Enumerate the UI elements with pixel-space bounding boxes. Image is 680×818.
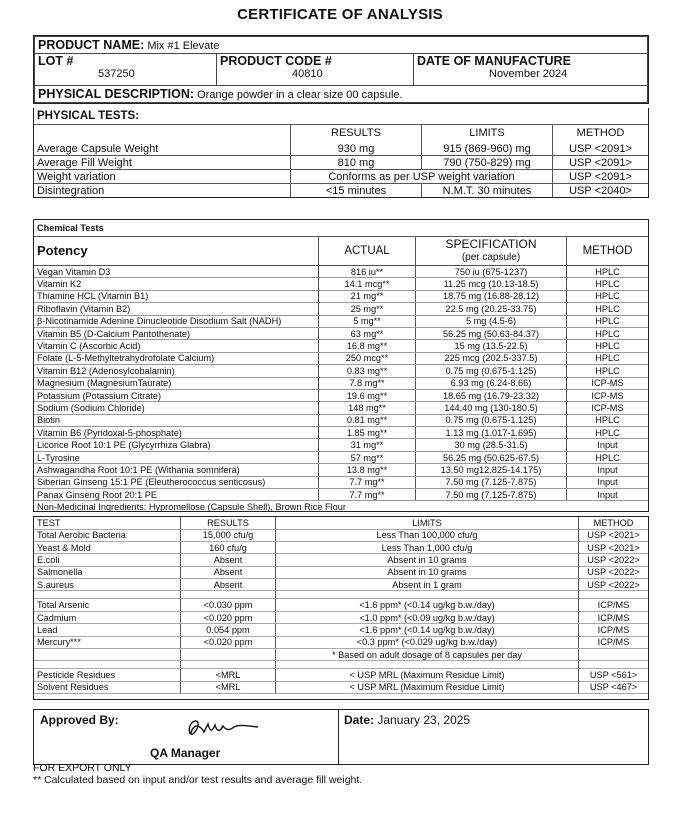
heavy-metal-row bbox=[34, 624, 648, 636]
physical-col-blank bbox=[34, 124, 291, 142]
test-limit: <1.0 ppm* (<0.09 ug/kg b.w./day) bbox=[276, 611, 579, 623]
test-method: USP <2021> bbox=[579, 541, 649, 553]
test-method: USP <467> bbox=[579, 681, 649, 693]
chemical-tests-header: Chemical Tests bbox=[34, 220, 648, 237]
test-limit: Less Than 1,000 cfu/g bbox=[276, 541, 579, 553]
physical-test: Disintegration bbox=[37, 184, 105, 197]
ingredient-name: Vitamin K2 bbox=[34, 278, 319, 290]
test-method: HPLC bbox=[567, 365, 649, 377]
test-name: Cadmium bbox=[34, 611, 181, 623]
actual-value: 250 mcg** bbox=[319, 352, 416, 364]
test-name: Mercury*** bbox=[34, 636, 181, 648]
potency-row bbox=[34, 489, 648, 501]
test-result: 15,000 cfu/g bbox=[181, 529, 276, 541]
physical-col-results: RESULTS bbox=[291, 124, 422, 142]
physical-tests-box bbox=[33, 108, 649, 198]
lot-label: LOT # bbox=[38, 54, 74, 68]
test-name: Solvent Residues bbox=[34, 681, 181, 693]
test-method: Input bbox=[567, 489, 649, 501]
manufacture-date-label: DATE OF MANUFACTURE bbox=[417, 54, 571, 68]
product-info-box bbox=[33, 35, 649, 104]
test-name: S.aureus bbox=[34, 579, 181, 591]
potency-row bbox=[34, 315, 648, 327]
col-spec-sub: (per capsule) bbox=[461, 252, 521, 263]
test-limit: Absent in 10 grams bbox=[276, 566, 579, 578]
physical-test: Weight variation bbox=[34, 170, 291, 184]
test-limit: < USP MRL (Maximum Residue Limit) bbox=[276, 681, 579, 693]
heavy-metal-row bbox=[34, 636, 648, 648]
test-result: Absent bbox=[181, 579, 276, 591]
ingredient-name: Vitamin C (Ascorbic Acid) bbox=[34, 340, 319, 352]
test-result: Absent bbox=[181, 554, 276, 566]
document-title: CERTIFICATE OF ANALYSIS bbox=[237, 6, 443, 23]
specification-value: 0.75 mg (0.675-1.125) bbox=[416, 414, 567, 426]
ingredient-name: Ashwagandha Root 10:1 PE (Withania somnifera) bbox=[34, 464, 319, 476]
physical-col-method: METHOD bbox=[553, 124, 649, 142]
specification-value: 0.75 mg (0.675-1.125) bbox=[416, 365, 567, 377]
test-result: <MRL bbox=[181, 681, 276, 693]
physical-description-row bbox=[35, 86, 648, 103]
potency-rows bbox=[34, 266, 648, 501]
ingredient-name: Biotin bbox=[34, 414, 319, 426]
test-name: Salmonella bbox=[34, 566, 181, 578]
test-method: Input bbox=[567, 439, 649, 451]
signature-image bbox=[182, 712, 264, 742]
test-limit: Less Than 100,000 cfu/g bbox=[276, 529, 579, 541]
test-method: HPLC bbox=[567, 303, 649, 315]
specification-value: 13.50 mg12.825-14.175) bbox=[416, 464, 567, 476]
test-name: E.coli bbox=[34, 554, 181, 566]
specification-value: 15 mg (13.5-22.5) bbox=[416, 340, 567, 352]
physical-limit: 915 (869-960) mg bbox=[422, 142, 553, 156]
col-spec-label: SPECIFICATION bbox=[445, 237, 537, 251]
test-result: <0.020 ppm bbox=[181, 611, 276, 623]
ingredient-name: Folate (L-5-Methyltetrahydrofolate Calcium) bbox=[34, 352, 319, 364]
potency-row bbox=[34, 476, 648, 488]
approver-role: QA Manager bbox=[150, 746, 221, 760]
potency-row bbox=[34, 290, 648, 302]
product-name-row bbox=[35, 37, 648, 54]
export-notice: FOR EXPORT ONLY bbox=[33, 762, 132, 774]
micro-col-results: RESULTS bbox=[181, 517, 276, 529]
test-name: Pesticide Residues bbox=[34, 669, 181, 681]
micro-col-limits: LIMITS bbox=[276, 517, 579, 529]
test-result: 160 cfu/g bbox=[181, 541, 276, 553]
physical-tests-header: PHYSICAL TESTS: bbox=[34, 108, 648, 124]
test-limit: <1.6 ppm* (<0.14 ug/kg b.w./day) bbox=[276, 624, 579, 636]
potency-row bbox=[34, 427, 648, 439]
ingredient-name: Sodium (Sodium Chloride) bbox=[34, 402, 319, 414]
col-method: METHOD bbox=[567, 237, 649, 266]
ingredient-name: L-Tyrosine bbox=[34, 451, 319, 463]
approval-box bbox=[33, 709, 649, 765]
microbial-test-row bbox=[34, 579, 648, 591]
potency-row bbox=[34, 464, 648, 476]
test-method: USP <2022> bbox=[579, 579, 649, 591]
product-code-cell bbox=[217, 54, 414, 86]
actual-value: 0.81 mg** bbox=[319, 414, 416, 426]
potency-row bbox=[34, 402, 648, 414]
test-method: HPLC bbox=[567, 315, 649, 327]
potency-header: Potency bbox=[34, 237, 319, 266]
test-method: ICP/MS bbox=[579, 624, 649, 636]
potency-row bbox=[34, 414, 648, 426]
potency-row bbox=[34, 266, 648, 278]
chemical-tests-box bbox=[33, 219, 649, 512]
potency-row bbox=[34, 439, 648, 451]
physical-col-limits: LIMITS bbox=[422, 124, 553, 142]
test-method: USP <2021> bbox=[579, 529, 649, 541]
ingredient-name: Potassium (Potassium Citrate) bbox=[34, 389, 319, 401]
physical-result: Conforms as per USP weight variation bbox=[291, 170, 553, 184]
specification-value: 1.13 mg (1.017-1.695) bbox=[416, 427, 567, 439]
approval-date: January 23, 2025 bbox=[377, 713, 471, 727]
heavy-metal-row bbox=[34, 599, 648, 611]
test-method: ICP-MS bbox=[567, 402, 649, 414]
test-method: USP <561> bbox=[579, 669, 649, 681]
potency-row bbox=[34, 278, 648, 290]
test-name: Total Arsenic bbox=[34, 599, 181, 611]
lot-number: 537250 bbox=[98, 68, 135, 80]
test-result: <MRL bbox=[181, 669, 276, 681]
ingredient-name: Vitamin B5 (D-Calcium Pantothenate) bbox=[34, 327, 319, 339]
actual-value: 1.85 mg** bbox=[319, 427, 416, 439]
actual-value: 7.7 mg** bbox=[319, 476, 416, 488]
test-limit: <1.6 ppm* (<0.14 ug/kg b.w./day) bbox=[276, 599, 579, 611]
ingredient-name: Panax Ginseng Root 20:1 PE bbox=[34, 489, 319, 501]
physical-method: USP <2091> bbox=[553, 142, 649, 156]
physical-test: Average Capsule Weight bbox=[34, 142, 291, 156]
product-name-label: PRODUCT NAME: bbox=[38, 38, 145, 52]
test-method: HPLC bbox=[567, 352, 649, 364]
physical-result: 930 mg bbox=[291, 142, 422, 156]
specification-value: 18.65 mg (16.79-23.32) bbox=[416, 389, 567, 401]
specification-value: 7.50 mg (7.125-7.875) bbox=[416, 476, 567, 488]
approval-date-label: Date: bbox=[344, 713, 375, 727]
ingredient-name: Siberian Ginseng 15:1 PE (Eleutherococcus senticosus) bbox=[34, 476, 319, 488]
specification-value: 5 mg (4.5-6) bbox=[416, 315, 567, 327]
actual-value: 0.83 mg** bbox=[319, 365, 416, 377]
test-method: HPLC bbox=[567, 451, 649, 463]
actual-value: 148 mg** bbox=[319, 402, 416, 414]
ingredient-name: Vitamin B12 (Adenosylcobalamin) bbox=[34, 365, 319, 377]
test-method: Input bbox=[567, 464, 649, 476]
non-medicinal-ingredients: Non-Medicinal Ingredients: Hypromellose (Capsule Shell), Brown Rice Flour bbox=[37, 502, 346, 513]
microbial-test-row bbox=[34, 541, 648, 553]
actual-value: 14.1 mcg** bbox=[319, 278, 416, 290]
microbial-test-row bbox=[34, 566, 648, 578]
heavy-metal-rows bbox=[34, 599, 648, 649]
ingredient-name: Vegan Vitamin D3 bbox=[34, 266, 319, 278]
actual-value: 7.8 mg** bbox=[319, 377, 416, 389]
micro-col-method: METHOD bbox=[579, 517, 649, 529]
actual-value: 25 mg** bbox=[319, 303, 416, 315]
specification-value: 56.25 mg (50.625-67.5) bbox=[416, 451, 567, 463]
test-name: Total Aerobic Bacteria bbox=[34, 529, 181, 541]
potency-row bbox=[34, 377, 648, 389]
potency-row bbox=[34, 389, 648, 401]
potency-row bbox=[34, 352, 648, 364]
physical-result: 810 mg bbox=[291, 156, 422, 170]
spacer-row bbox=[34, 661, 648, 669]
dosage-note: * Based on adult dosage of 8 capsules per day bbox=[276, 649, 579, 661]
actual-value: 31 mg** bbox=[319, 439, 416, 451]
specification-value: 225 mcg (202.5-337.5) bbox=[416, 352, 567, 364]
test-method: ICP-MS bbox=[567, 389, 649, 401]
specification-value: 30 mg (28.5-31.5) bbox=[416, 439, 567, 451]
lot-cell bbox=[35, 54, 217, 86]
test-method: HPLC bbox=[567, 266, 649, 278]
test-limit: <0.3 ppm* (<0.029 ug/kg b.w./day) bbox=[276, 636, 579, 648]
approved-by-label: Approved By: bbox=[40, 713, 119, 727]
test-result: Absent bbox=[181, 566, 276, 578]
ingredient-name: Licorice Root 10:1 PE (Glycyrrhiza Glabra) bbox=[34, 439, 319, 451]
potency-row bbox=[34, 340, 648, 352]
micro-col-test: TEST bbox=[34, 517, 181, 529]
physical-test: Average Fill Weight bbox=[34, 156, 291, 170]
physical-row bbox=[34, 170, 648, 184]
col-specification bbox=[416, 237, 567, 266]
heavy-metal-row bbox=[34, 611, 648, 623]
ingredient-name: β-Nicotinamide Adenine Dinucleotide Disodium Salt (NADH) bbox=[34, 315, 319, 327]
physical-row bbox=[34, 142, 648, 156]
physical-method: USP <2091> bbox=[553, 170, 649, 184]
potency-row bbox=[34, 303, 648, 315]
test-method: ICP/MS bbox=[579, 636, 649, 648]
test-name: Yeast & Mold bbox=[34, 541, 181, 553]
physical-description-label: PHYSICAL DESCRIPTION: bbox=[38, 87, 195, 101]
manufacture-date: November 2024 bbox=[489, 68, 568, 80]
col-actual: ACTUAL bbox=[319, 237, 416, 266]
test-name: Lead bbox=[34, 624, 181, 636]
physical-limit: N.M.T. 30 minutes bbox=[422, 184, 553, 198]
test-result: <0.020 ppm bbox=[181, 636, 276, 648]
actual-value: 13.8 mg** bbox=[319, 464, 416, 476]
physical-method: USP <2091> bbox=[553, 156, 649, 170]
specification-value: 22.5 mg (20.25-33.75) bbox=[416, 303, 567, 315]
test-method: HPLC bbox=[567, 278, 649, 290]
spacer-row bbox=[34, 591, 648, 599]
microbial-test-row bbox=[34, 554, 648, 566]
physical-row bbox=[34, 156, 648, 170]
approval-date-row bbox=[344, 713, 470, 727]
actual-value: 63 mg** bbox=[319, 327, 416, 339]
actual-value: 7.7 mg** bbox=[319, 489, 416, 501]
ingredient-name: Magnesium (MagnesiumTaurate) bbox=[34, 377, 319, 389]
test-method: HPLC bbox=[567, 340, 649, 352]
potency-row bbox=[34, 451, 648, 463]
manufacture-date-cell bbox=[414, 54, 648, 86]
test-limit: Absent in 10 grams bbox=[276, 554, 579, 566]
specification-value: 18.75 mg (16.88-28.12) bbox=[416, 290, 567, 302]
test-limit: Absent in 1 gram bbox=[276, 579, 579, 591]
test-method: Input bbox=[567, 476, 649, 488]
test-result: <0.030 ppm bbox=[181, 599, 276, 611]
specification-value: 750 iu (675-1237) bbox=[416, 266, 567, 278]
approval-divider bbox=[338, 710, 339, 764]
test-method: HPLC bbox=[567, 327, 649, 339]
test-limit: < USP MRL (Maximum Residue Limit) bbox=[276, 669, 579, 681]
product-name: Mix #1 Elevate bbox=[147, 40, 220, 52]
residue-rows bbox=[34, 669, 648, 694]
actual-value: 5 mg** bbox=[319, 315, 416, 327]
residue-row bbox=[34, 669, 648, 681]
actual-value: 57 mg** bbox=[319, 451, 416, 463]
ingredient-name: Vitamin B6 (Pyridoxal-5-phosphate) bbox=[34, 427, 319, 439]
test-method: ICP/MS bbox=[579, 611, 649, 623]
test-method: HPLC bbox=[567, 414, 649, 426]
specification-value: 6.93 mg (6.24-8.66) bbox=[416, 377, 567, 389]
actual-value: 21 mg** bbox=[319, 290, 416, 302]
product-code: 40810 bbox=[292, 68, 323, 80]
physical-result: <15 minutes bbox=[291, 184, 422, 198]
microbial-test-row bbox=[34, 529, 648, 541]
specification-value: 7.50 mg (7.125-7.875) bbox=[416, 489, 567, 501]
microbial-rows bbox=[34, 529, 648, 591]
physical-method: USP <2040> bbox=[553, 184, 649, 198]
product-code-label: PRODUCT CODE # bbox=[220, 54, 332, 68]
footnote: ** Calculated based on input and/or test results and average fill weight. bbox=[33, 774, 363, 786]
test-method: ICP-MS bbox=[567, 377, 649, 389]
specification-value: 56.25 mg (50.63-84.37) bbox=[416, 327, 567, 339]
specification-value: 11.25 mcg (10.13-18.5) bbox=[416, 278, 567, 290]
test-method: USP <2022> bbox=[579, 554, 649, 566]
actual-value: 19.6 mg** bbox=[319, 389, 416, 401]
test-result: 0.054 ppm bbox=[181, 624, 276, 636]
residue-row bbox=[34, 681, 648, 693]
ingredient-name: Riboflavin (Vitamin B2) bbox=[34, 303, 319, 315]
specification-value: 144.40 mg (130-180.5) bbox=[416, 402, 567, 414]
actual-value: 816 iu** bbox=[319, 266, 416, 278]
physical-limit: 790 (750-829) mg bbox=[422, 156, 553, 170]
test-method: HPLC bbox=[567, 290, 649, 302]
test-method: ICP/MS bbox=[579, 599, 649, 611]
test-method: HPLC bbox=[567, 427, 649, 439]
ingredient-name: Thiamine HCL (Vitamin B1) bbox=[34, 290, 319, 302]
physical-row bbox=[34, 184, 648, 198]
actual-value: 16.8 mg** bbox=[319, 340, 416, 352]
potency-row bbox=[34, 365, 648, 377]
potency-row bbox=[34, 327, 648, 339]
test-method: USP <2022> bbox=[579, 566, 649, 578]
physical-description: Orange powder in a clear size 00 capsule. bbox=[197, 89, 403, 101]
contaminant-tests-box bbox=[33, 516, 649, 700]
